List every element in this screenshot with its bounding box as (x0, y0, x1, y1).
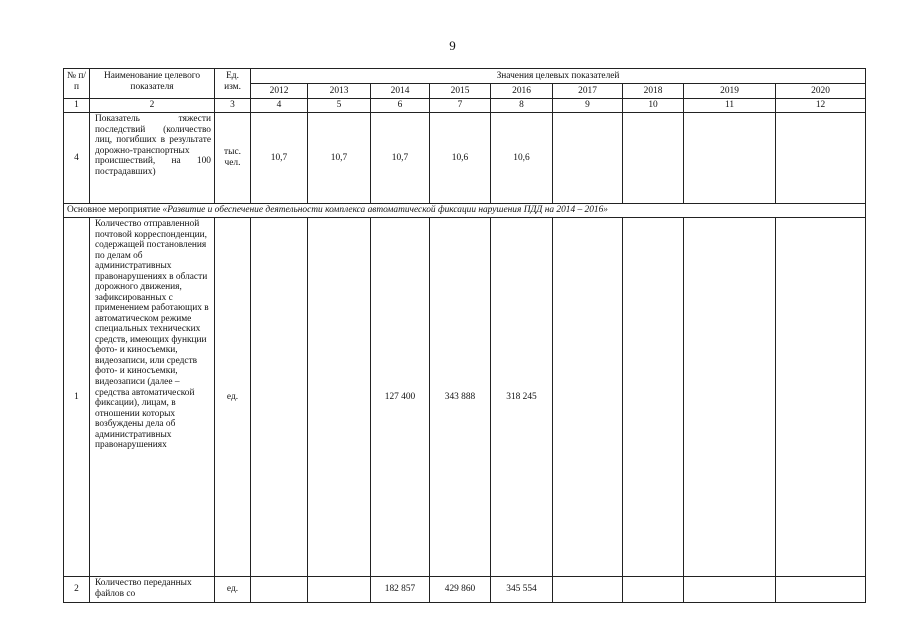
header-name: Наименование целевого показателя (90, 69, 215, 99)
column-number-row (64, 99, 866, 113)
row-num: 4 (64, 113, 90, 204)
row-value: 429 860 (430, 577, 491, 603)
column-number: 5 (308, 99, 371, 113)
section-row (64, 204, 866, 218)
row-value (684, 113, 776, 204)
row-value (251, 577, 308, 603)
column-number: 12 (776, 99, 866, 113)
row-unit: ед. (215, 218, 251, 577)
row-value: 318 245 (491, 218, 553, 577)
column-number: 3 (215, 99, 251, 113)
column-number: 7 (430, 99, 491, 113)
row-value (776, 218, 866, 577)
row-value: 10,7 (371, 113, 430, 204)
column-number: 4 (251, 99, 308, 113)
row-num: 2 (64, 577, 90, 603)
row-value (308, 218, 371, 577)
header-values-group: Значения целевых показателей (251, 69, 866, 84)
row-value: 127 400 (371, 218, 430, 577)
header-row (64, 69, 866, 84)
row-value: 345 554 (491, 577, 553, 603)
row-value (553, 113, 623, 204)
column-number: 1 (64, 99, 90, 113)
header-year: 2014 (371, 84, 430, 99)
header-year: 2016 (491, 84, 553, 99)
row-value (308, 577, 371, 603)
row-unit: ед. (215, 577, 251, 603)
row-value (251, 218, 308, 577)
row-value (623, 577, 684, 603)
header-year: 2012 (251, 84, 308, 99)
row-value (776, 577, 866, 603)
section-heading (64, 204, 866, 218)
column-number: 6 (371, 99, 430, 113)
page-number: 9 (449, 38, 456, 53)
header-year: 2018 (623, 84, 684, 99)
row-value (776, 113, 866, 204)
header-year: 2017 (553, 84, 623, 99)
row-indicator-name: Количество переданных файлов со (90, 577, 215, 603)
header-year: 2020 (776, 84, 866, 99)
row-value (684, 218, 776, 577)
column-number: 8 (491, 99, 553, 113)
row-value: 10,6 (491, 113, 553, 204)
row-value: 10,6 (430, 113, 491, 204)
row-indicator-name: Количество отправленной почтовой корреспонденции, содержащей постановления по делам об административных правонарушениях в области дорожного движения, зафиксированных с применением работающих в автоматическом режиме специальных технических средств, имеющих функции фото- и киносъемки, видеозаписи, или средств фото- и киносъемки, видеозаписи (далее – средства автоматической фиксации), лицам, в отношении которых возбуждены дела об административных правонарушениях (90, 218, 215, 577)
table-row (64, 113, 866, 204)
row-value: 182 857 (371, 577, 430, 603)
table-row (64, 218, 866, 577)
row-value: 343 888 (430, 218, 491, 577)
row-num: 1 (64, 218, 90, 577)
header-year: 2013 (308, 84, 371, 99)
header-unit: Ед. изм. (215, 69, 251, 99)
column-number: 2 (90, 99, 215, 113)
row-value (553, 218, 623, 577)
header-num: № п/п (64, 69, 90, 99)
column-number: 10 (623, 99, 684, 113)
row-value (684, 577, 776, 603)
row-value: 10,7 (308, 113, 371, 204)
table-row (64, 577, 866, 603)
row-indicator-name: Показатель тяжести последствий (количество лиц, погибших в результате дорожно-транспортных происшествий, на 100 пострадавших) (90, 113, 215, 204)
row-unit: тыс. чел. (215, 113, 251, 204)
header-year: 2015 (430, 84, 491, 99)
target-indicators-table (63, 68, 866, 603)
row-value: 10,7 (251, 113, 308, 204)
header-year: 2019 (684, 84, 776, 99)
section-title: «Развитие и обеспечение деятельности комплекса автоматической фиксации нарушения ПДД на 2014 – 2016» (162, 205, 608, 216)
row-value (623, 113, 684, 204)
row-value (553, 577, 623, 603)
column-number: 11 (684, 99, 776, 113)
column-number: 9 (553, 99, 623, 113)
row-value (623, 218, 684, 577)
section-prefix: Основное мероприятие (67, 205, 163, 216)
